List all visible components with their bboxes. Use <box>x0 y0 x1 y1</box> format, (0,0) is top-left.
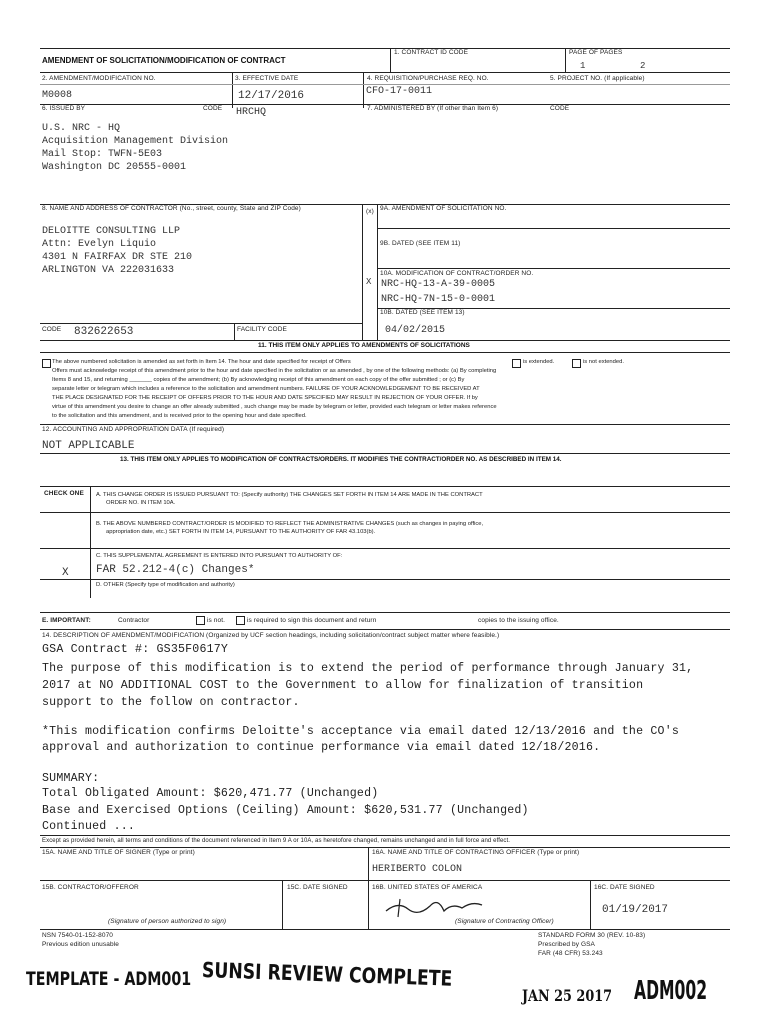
except-line: Except as provided herein, all terms and conditions of the document referenced in Item 9 A or 10A, as heretofore changed, remains unchanged and in full force and effect. <box>42 838 511 844</box>
effective-date-value: 12/17/2016 <box>238 90 305 102</box>
is-required-checkbox[interactable] <box>236 616 245 625</box>
item11-line4: separate letter or telegram which includes a reference to the solicitation and amendment numbers. FAILURE OF YOUR ACKNOWLEDGEMENT TO BE RECEIVED AT <box>52 386 480 392</box>
copies-label: copies to the issuing office. <box>478 617 559 624</box>
item14-line-1: The purpose of this modification is to extend the period of performance through January 31, <box>42 662 694 675</box>
signer-15a-label: 15A. NAME AND TITLE OF SIGNER (Type or print) <box>42 849 195 856</box>
administered-by-label: 7. ADMINISTERED BY (If other than Item 6) <box>367 105 499 112</box>
contractor-address: DELOITTE CONSULTING LLP Attn: Evelyn Liquio 4301 N FAIRFAX DR STE 210 ARLINGTON VA 222031633 <box>42 226 193 276</box>
extended-label: is extended. <box>523 359 555 365</box>
page-number: 1 <box>580 61 586 71</box>
item14-summary: SUMMARY: <box>42 772 100 785</box>
contract-id-label: 1. CONTRACT ID CODE <box>394 49 469 56</box>
not-extended-label: is not extended. <box>583 359 624 365</box>
prescribed-label: Prescribed by GSA <box>538 941 595 948</box>
is-not-checkbox[interactable] <box>196 616 205 625</box>
officer-16a-value: HERIBERTO COLON <box>372 864 463 875</box>
item11-line5: THE PLACE DESIGNATED FOR THE RECEIPT OF OFFERS PRIOR TO THE HOUR AND DATE SPECIFIED MAY RESULT IN REJECTION OF YOUR OFFER. If by <box>52 395 478 401</box>
officer-16a-label: 16A. NAME AND TITLE OF CONTRACTING OFFICER (Type or print) <box>372 849 580 856</box>
dated-10b-label: 10B. DATED (SEE ITEM 13) <box>380 309 465 316</box>
contractor-word: Contractor <box>118 617 150 624</box>
contractor-code-label: CODE <box>42 326 62 333</box>
item13-c-value: FAR 52.212-4(c) Changes* <box>96 564 255 576</box>
signature-image <box>378 891 488 921</box>
check-one-label: CHECK ONE <box>44 490 84 497</box>
item12-value: NOT APPLICABLE <box>42 440 135 452</box>
amend-value: M0008 <box>42 90 73 101</box>
item13-d-line1: D. OTHER (Specify type of modification and authority) <box>96 582 235 588</box>
usa-16b-label: 16B. UNITED STATES OF AMERICA <box>372 884 483 891</box>
project-label: 5. PROJECT NO. (If applicable) <box>550 75 645 82</box>
item14-continued: Continued ... <box>42 820 136 833</box>
item14-line-5: approval and authorization to continue performance via email dated 12/18/2016. <box>42 741 601 754</box>
item11-line2: Offers must acknowledge receipt of this amendment prior to the hour and date specified in the solicitation or as amended , by one of the following methods: (a) By completing <box>52 368 497 374</box>
adm-stamp: ADM002 <box>634 976 708 1006</box>
nsn-label: NSN 7540-01-152-8070 <box>42 932 114 939</box>
dated-9b-label: 9B. DATED (SEE ITEM 11) <box>380 240 461 247</box>
prev-edition-label: Previous edition unusable <box>42 941 119 948</box>
dated-10b-value: 04/02/2015 <box>385 325 446 336</box>
amend-label: 2. AMENDMENT/MODIFICATION NO. <box>42 75 156 82</box>
important-label: E. IMPORTANT: <box>42 617 91 624</box>
item12-label: 12. ACCOUNTING AND APPROPRIATION DATA (If required) <box>42 426 225 433</box>
item13-b-line1: B. THE ABOVE NUMBERED CONTRACT/ORDER IS MODIFIED TO REFLECT THE ADMINISTRATIVE CHANGES (such as changes in paying office, <box>96 521 484 527</box>
form-title: AMENDMENT OF SOLICITATION/MODIFICATION OF CONTRACT <box>42 56 286 65</box>
issued-code-value: HRCHQ <box>236 107 267 118</box>
not-extended-checkbox[interactable] <box>572 359 581 368</box>
template-stamp: TEMPLATE - ADM001 <box>26 968 192 990</box>
item14-line-2: 2017 at NO ADDITIONAL COST to the Government to allow for finalization of transition <box>42 679 644 692</box>
page-label: PAGE OF PAGES <box>569 49 623 56</box>
item14-label: 14. DESCRIPTION OF AMENDMENT/MODIFICATION (Organized by UCF section headings, including solicitation/contract subject matter where feasible.) <box>42 632 500 639</box>
contractor-15b-label: 15B. CONTRACTOR/OFFEROR <box>42 884 139 891</box>
date-15c-label: 15C. DATE SIGNED <box>287 884 348 891</box>
amend-sol-9a-label: 9A. AMENDMENT OF SOLICITATION NO. <box>380 205 507 212</box>
item11-checkbox[interactable] <box>42 359 51 368</box>
mod-10a-value-2: NRC-HQ-7N-15-0-0001 <box>381 294 496 305</box>
item11-line6: virtue of this amendment you desire to change an offer already submitted , such change may be made by telegram or letter, provided each telegram or letter makes reference <box>52 404 497 410</box>
contractor-label: 8. NAME AND ADDRESS OF CONTRACTOR (No., street, county, State and ZIP Code) <box>42 205 301 212</box>
item11-line1: The above numbered solicitation is amended as set forth in Item 14. The hour and date specified for receipt of Offers <box>52 359 351 365</box>
date-stamp: JAN 25 2017 <box>522 986 613 1005</box>
issued-code-label: CODE <box>203 105 223 112</box>
item13-a-line2: ORDER NO. IN ITEM 10A. <box>106 500 176 506</box>
item11-heading: 11. THIS ITEM ONLY APPLIES TO AMENDMENTS OF SOLICITATIONS <box>258 342 470 349</box>
issued-address: U.S. NRC - HQ Acquisition Management Division Mail Stop: TWFN-5E03 Washington DC 20555-0001 <box>42 123 229 173</box>
effective-date-label: 3. EFFECTIVE DATE <box>235 75 299 82</box>
check-x-label: (x) <box>366 208 374 215</box>
pages-total: 2 <box>640 61 646 71</box>
mod-10a-value-1: NRC-HQ-13-A-39-0005 <box>381 279 496 290</box>
sig-person-label: (Signature of person authorized to sign) <box>108 918 227 925</box>
item14-ceiling: Base and Exercised Options (Ceiling) Amount: $620,531.77 (Unchanged) <box>42 804 529 817</box>
is-not-label: is not. <box>207 617 226 624</box>
date-16c-label: 16C. DATE SIGNED <box>594 884 655 891</box>
item13-c-line1: C. THIS SUPPLEMENTAL AGREEMENT IS ENTERED INTO PURSUANT TO AUTHORITY OF: <box>96 553 343 559</box>
far-label: FAR (48 CFR) 53.243 <box>538 950 603 957</box>
facility-code-label: FACILITY CODE <box>237 326 287 333</box>
mod-10a-label: 10A. MODIFICATION OF CONTRACT/ORDER NO. <box>380 270 534 277</box>
requisition-label: 4. REQUISITION/PURCHASE REQ. NO. <box>367 75 489 82</box>
item13-heading: 13. THIS ITEM ONLY APPLIES TO MODIFICATION OF CONTRACTS/ORDERS. IT MODIFIES THE CONTRACT/ORDER NO. AS DESCRIBED IN ITEM 14. <box>120 456 562 463</box>
item13-b-line2: appropriation date, etc.) SET FORTH IN ITEM 14, PURSUANT TO THE AUTHORITY OF FAR 43.103(b). <box>106 529 376 535</box>
item14-line-3: support to the follow on contractor. <box>42 696 300 709</box>
sig-officer-label: (Signature of Contracting Officer) <box>455 918 554 925</box>
mod-10a-x: X <box>366 277 372 287</box>
requisition-value: CFO-17-0011 <box>366 86 433 97</box>
std-form-label: STANDARD FORM 30 (REV. 10-83) <box>538 932 646 939</box>
item11-line7: to the solicitation and this amendment, and is received prior to the opening hour and date specified. <box>52 413 307 419</box>
sunsi-stamp: SUNSI REVIEW COMPLETE <box>201 958 453 991</box>
date-16c-value: 01/19/2017 <box>602 904 669 916</box>
is-required-label: is required to sign this document and return <box>247 617 377 624</box>
item14-obligated: Total Obligated Amount: $620,471.77 (Unchanged) <box>42 787 379 800</box>
issued-by-label: 6. ISSUED BY <box>42 105 86 112</box>
item14-line-4: *This modification confirms Deloitte's acceptance via email dated 12/13/2016 and the CO's <box>42 725 680 738</box>
admin-code-label: CODE <box>550 105 570 112</box>
contractor-code-value: 832622653 <box>74 326 134 338</box>
item13-c-mark: X <box>62 567 69 579</box>
item11-line3: Items 8 and 15, and returning _______ copies of the amendment; (b) By acknowledging receipt of this amendment on each copy of the offer submitted ; or (c) By <box>52 377 465 383</box>
item13-a-line1: A. THIS CHANGE ORDER IS ISSUED PURSUANT TO: (Specify authority) THE CHANGES SET FORTH IN ITEM 14 ARE MADE IN THE CONTRACT <box>96 492 483 498</box>
item14-gsa: GSA Contract #: GS35F0617Y <box>42 643 229 656</box>
extended-checkbox[interactable] <box>512 359 521 368</box>
